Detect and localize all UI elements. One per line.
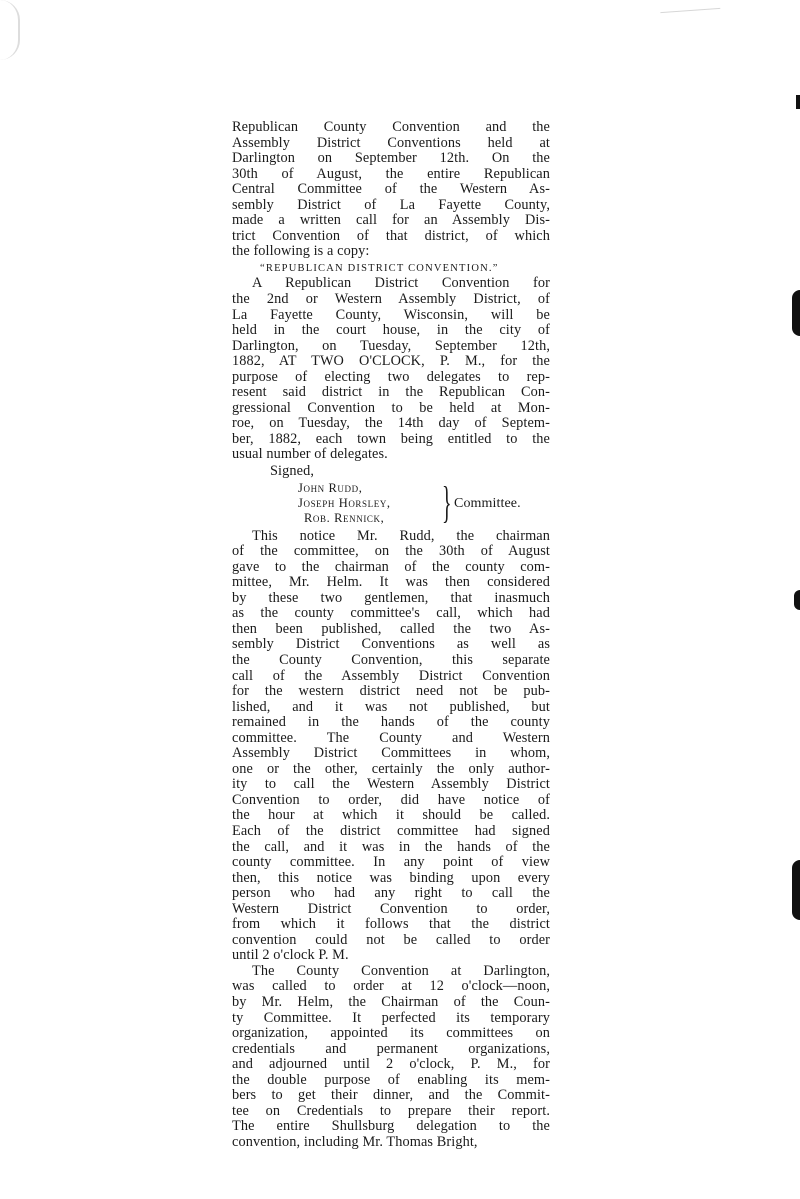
- final-paragraph: [232, 964, 550, 1151]
- text-line: trict Convention of that district, of which: [232, 227, 550, 244]
- text-line: The entire Shullsburg delegation to the: [232, 1118, 550, 1135]
- text-line: held in the court house, in the city of: [232, 322, 550, 339]
- text-line: of the committee, on the 30th of August: [232, 543, 550, 560]
- committee-label: Committee.: [454, 495, 521, 511]
- body-paragraph: [232, 529, 550, 964]
- text-line: Convention to order, did have notice of: [232, 791, 550, 808]
- text-line: tee on Credentials to prepare their report.: [232, 1102, 550, 1119]
- notice-heading: “REPUBLICAN DISTRICT CONVENTION.”: [260, 262, 499, 274]
- text-line: and adjourned until 2 o'clock, P. M., for: [232, 1056, 550, 1073]
- text-line: the double purpose of enabling its mem-: [232, 1071, 550, 1088]
- intro-paragraph: [232, 120, 550, 260]
- right-edge-mark: [794, 590, 800, 610]
- text-line: usual number of delegates.: [232, 446, 388, 463]
- text-column: [232, 120, 550, 1150]
- text-line: from which it follows that the district: [232, 916, 550, 933]
- text-line: ity to call the Western Assembly District: [232, 776, 550, 793]
- text-line: Darlington on September 12th. On the: [232, 150, 550, 167]
- text-line: the 2nd or Western Assembly District, of: [232, 291, 550, 308]
- text-line: bers to get their dinner, and the Commit-: [232, 1087, 550, 1104]
- signatory-name: John Rudd,: [298, 480, 363, 495]
- text-line: Assembly District Conventions held at: [232, 134, 550, 151]
- right-edge-mark: [792, 290, 800, 336]
- text-line: purpose of electing two delegates to rep-: [232, 368, 550, 385]
- text-line: the County Convention, this separate: [232, 651, 550, 668]
- signatory-name: Rob. Rennick,: [304, 510, 385, 525]
- text-line: county committee. In any point of view: [232, 854, 550, 871]
- signatory-name: Joseph Horsley,: [298, 495, 391, 510]
- text-line: Western District Convention to order,: [232, 900, 550, 917]
- text-line: credentials and permanent organizations,: [232, 1040, 550, 1057]
- right-edge-mark: [796, 95, 800, 109]
- text-line: gressional Convention to be held at Mon-: [232, 399, 550, 416]
- text-line: was called to order at 12 o'clock—noon,: [232, 978, 550, 995]
- text-line: convention could not be called to order: [232, 931, 550, 948]
- signed-label: Signed,: [270, 463, 314, 480]
- text-line: remained in the hands of the county: [232, 714, 550, 731]
- text-line: sembly District of La Fayette County,: [232, 196, 550, 213]
- text-line: mittee, Mr. Helm. It was then considered: [232, 574, 550, 591]
- text-line: A Republican District Convention for: [252, 275, 550, 292]
- text-line: convention, including Mr. Thomas Bright,: [232, 1133, 478, 1150]
- page-corner-mark: [0, 0, 20, 60]
- text-line: then been published, called the two As-: [232, 620, 550, 637]
- top-edge-mark: [660, 0, 721, 13]
- signature-block: [232, 477, 550, 529]
- text-line: person who had any right to call the: [232, 885, 550, 902]
- text-line: as the county committee's call, which had: [232, 605, 550, 622]
- notice-paragraph: [232, 276, 550, 463]
- text-line: Darlington, on Tuesday, September 12th,: [232, 337, 550, 354]
- text-line: until 2 o'clock P. M.: [232, 947, 349, 964]
- text-line: La Fayette County, Wisconsin, will be: [232, 306, 550, 323]
- text-line: by Mr. Helm, the Chairman of the Coun-: [232, 993, 550, 1010]
- text-line: for the western district need not be pub-: [232, 683, 550, 700]
- text-line: by these two gentlemen, that inasmuch: [232, 589, 550, 606]
- text-line: Central Committee of the Western As-: [232, 181, 550, 198]
- text-line: Assembly District Committees in whom,: [232, 745, 550, 762]
- text-line: ber, 1882, each town being entitled to the: [232, 430, 550, 447]
- text-line: then, this notice was binding upon every: [232, 869, 550, 886]
- text-line: This notice Mr. Rudd, the chairman: [252, 527, 550, 544]
- text-line: made a written call for an Assembly Dis-: [232, 212, 550, 229]
- text-line: ty Committee. It perfected its temporary: [232, 1009, 550, 1026]
- text-line: organization, appointed its committees on: [232, 1025, 550, 1042]
- text-line: the hour at which it should be called.: [232, 807, 550, 824]
- text-line: Republican County Convention and the: [232, 119, 550, 135]
- text-line: the following is a copy:: [232, 243, 370, 260]
- text-line: sembly District Conventions as well as: [232, 636, 550, 653]
- text-line: committee. The County and Western: [232, 729, 550, 746]
- text-line: resent said district in the Republican Con-: [232, 384, 550, 401]
- text-line: Each of the district committee had signed: [232, 822, 550, 839]
- text-line: The County Convention at Darlington,: [252, 962, 550, 979]
- text-line: lished, and it was not published, but: [232, 698, 550, 715]
- text-line: gave to the chairman of the county com-: [232, 558, 550, 575]
- text-line: 1882, AT TWO O'CLOCK, P. M., for the: [232, 353, 550, 370]
- text-line: roe, on Tuesday, the 14th day of Septem-: [232, 415, 550, 432]
- right-brace-icon: }: [442, 477, 452, 527]
- text-line: 30th of August, the entire Republican: [232, 165, 550, 182]
- text-line: one or the other, certainly the only author-: [232, 760, 550, 777]
- text-line: call of the Assembly District Convention: [232, 667, 550, 684]
- text-line: the call, and it was in the hands of the: [232, 838, 550, 855]
- right-edge-mark: [792, 860, 800, 920]
